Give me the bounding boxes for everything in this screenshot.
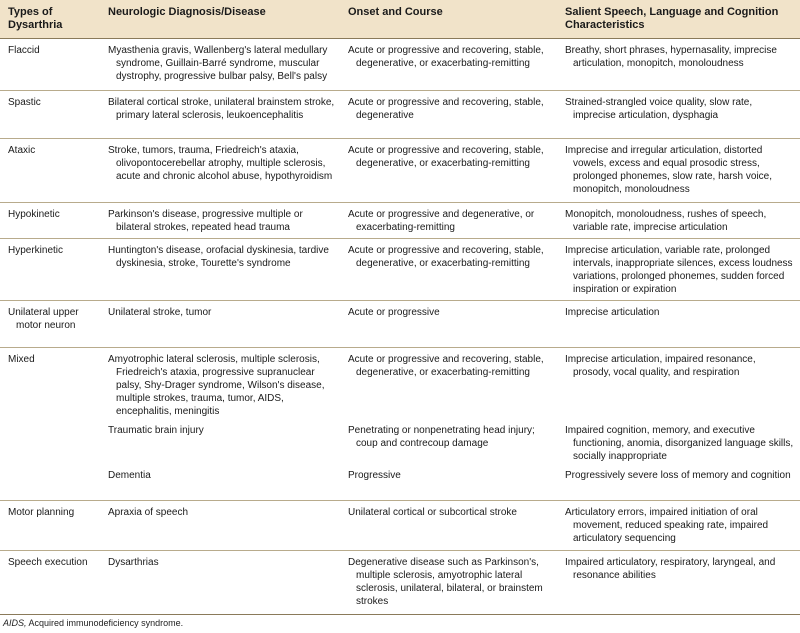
cell-diagnosis: Huntington's disease, orofacial dyskinesia, tardive dyskinesia, stroke, Tourette's syndrome [100, 239, 340, 301]
table-footnote [3, 618, 183, 629]
table-body [0, 39, 800, 615]
cell-diagnosis: Parkinson's disease, progressive multiple or bilateral strokes, repeated head trauma [100, 203, 340, 239]
cell-characteristics: Imprecise articulation, impaired resonance, prosody, vocal quality, and respiration [565, 354, 756, 378]
cell-onset: Acute or progressive and recovering, stable, degenerative, or exacerbating-remitting [340, 139, 557, 203]
cell-type: Unilateral upper motor neuron [0, 301, 100, 348]
cell-onset: Penetrating or nonpenetrating head injury; coup and contrecoup damage [348, 425, 535, 449]
cell-type: Motor planning [0, 500, 100, 550]
cell-diagnosis: Dysarthrias [100, 550, 340, 614]
table-row [0, 467, 800, 500]
cell-characteristics: Impaired articulatory, respiratory, laryngeal, and resonance abilities [557, 550, 800, 614]
cell-type [0, 422, 100, 467]
cell-onset: Unilateral cortical or subcortical stroke [340, 500, 557, 550]
cell-onset: Acute or progressive and recovering, stable, degenerative [340, 91, 557, 139]
cell-onset: Acute or progressive [340, 301, 557, 348]
cell-type: Mixed [8, 354, 35, 365]
cell-onset: Acute or progressive and recovering, stable, degenerative, or exacerbating-remitting [340, 239, 557, 301]
cell-characteristics: Impaired cognition, memory, and executive functioning, anomia, disorganized language skills, socially inappropriate [565, 425, 794, 462]
table-row [0, 422, 800, 467]
header-row [0, 0, 800, 39]
cell-onset: Degenerative disease such as Parkinson's, multiple sclerosis, amyotrophic lateral sclerosis, unilateral, bilateral, or brainstem strokes [340, 550, 557, 614]
cell-diagnosis: Unilateral stroke, tumor [100, 301, 340, 348]
table-row [0, 91, 800, 139]
table-row [0, 139, 800, 203]
table-row [0, 550, 800, 614]
cell-type: Ataxic [0, 139, 100, 203]
table-row [0, 348, 800, 423]
table-header [0, 0, 800, 39]
cell-characteristics: Breathy, short phrases, hypernasality, imprecise articulation, monopitch, monoloudness [557, 39, 800, 91]
cell-diagnosis: Dementia [100, 467, 340, 500]
cell-onset: Acute or progressive and recovering, stable, degenerative, or exacerbating-remitting [348, 354, 544, 378]
cell-diagnosis: Apraxia of speech [100, 500, 340, 550]
cell-characteristics: Imprecise articulation, variable rate, prolonged intervals, inappropriate silences, excess loudness variations, prolonged phonemes, sudden forced inspiration or expiration [557, 239, 800, 301]
cell-onset: Acute or progressive and degenerative, or exacerbating-remitting [340, 203, 557, 239]
header-diagnosis: Neurologic Diagnosis/Disease [100, 0, 340, 39]
cell-diagnosis: Traumatic brain injury [108, 425, 204, 436]
cell-characteristics: Strained-strangled voice quality, slow rate, imprecise articulation, dysphagia [557, 91, 800, 139]
header-characteristics: Salient Speech, Language and Cognition Characteristics [557, 0, 800, 39]
cell-type: Speech execution [0, 550, 100, 614]
footnote-text: Acquired immunodeficiency syndrome. [26, 618, 184, 628]
table-row [0, 500, 800, 550]
cell-onset: Acute or progressive and recovering, stable, degenerative, or exacerbating-remitting [340, 39, 557, 91]
cell-diagnosis: Stroke, tumors, trauma, Friedreich's ataxia, olivopontocerebellar atrophy, multiple sclerosis, acute and chronic alcohol abuse, hypothyroidism [100, 139, 340, 203]
table-row [0, 203, 800, 239]
header-type: Types of Dysarthria [0, 0, 100, 39]
footnote-abbreviation: AIDS, [3, 618, 27, 628]
cell-type [0, 467, 100, 500]
cell-onset: Progressive [340, 467, 557, 500]
cell-diagnosis: Amyotrophic lateral sclerosis, multiple sclerosis, Friedreich's ataxia, progressive supranuclear palsy, Shy-Drager syndrome, Wilson's disease, multiple strokes, trauma, tumor, AIDS, encephalitis, meningitis [108, 354, 325, 417]
header-onset: Onset and Course [340, 0, 557, 39]
table-row [0, 301, 800, 348]
cell-diagnosis: Bilateral cortical stroke, unilateral brainstem stroke, primary lateral sclerosis, leukoencephalitis [100, 91, 340, 139]
cell-type: Spastic [0, 91, 100, 139]
cell-characteristics: Monopitch, monoloudness, rushes of speech, variable rate, imprecise articulation [557, 203, 800, 239]
cell-characteristics: Imprecise and irregular articulation, distorted vowels, excess and equal prosodic stress, prolonged phonemes, slow rate, harsh voice, monopitch, monoloudness [557, 139, 800, 203]
cell-type: Hypokinetic [0, 203, 100, 239]
cell-type: Flaccid [0, 39, 100, 91]
cell-characteristics: Progressively severe loss of memory and cognition [557, 467, 800, 500]
cell-diagnosis: Myasthenia gravis, Wallenberg's lateral medullary syndrome, Guillain-Barré syndrome, muscular dystrophy, progressive bulbar palsy, Bell's palsy [100, 39, 340, 91]
cell-type: Hyperkinetic [0, 239, 100, 301]
cell-characteristics: Imprecise articulation [557, 301, 800, 348]
table-row [0, 239, 800, 301]
cell-characteristics: Articulatory errors, impaired initiation of oral movement, reduced speaking rate, impaired articulatory sequencing [557, 500, 800, 550]
table-row [0, 39, 800, 91]
